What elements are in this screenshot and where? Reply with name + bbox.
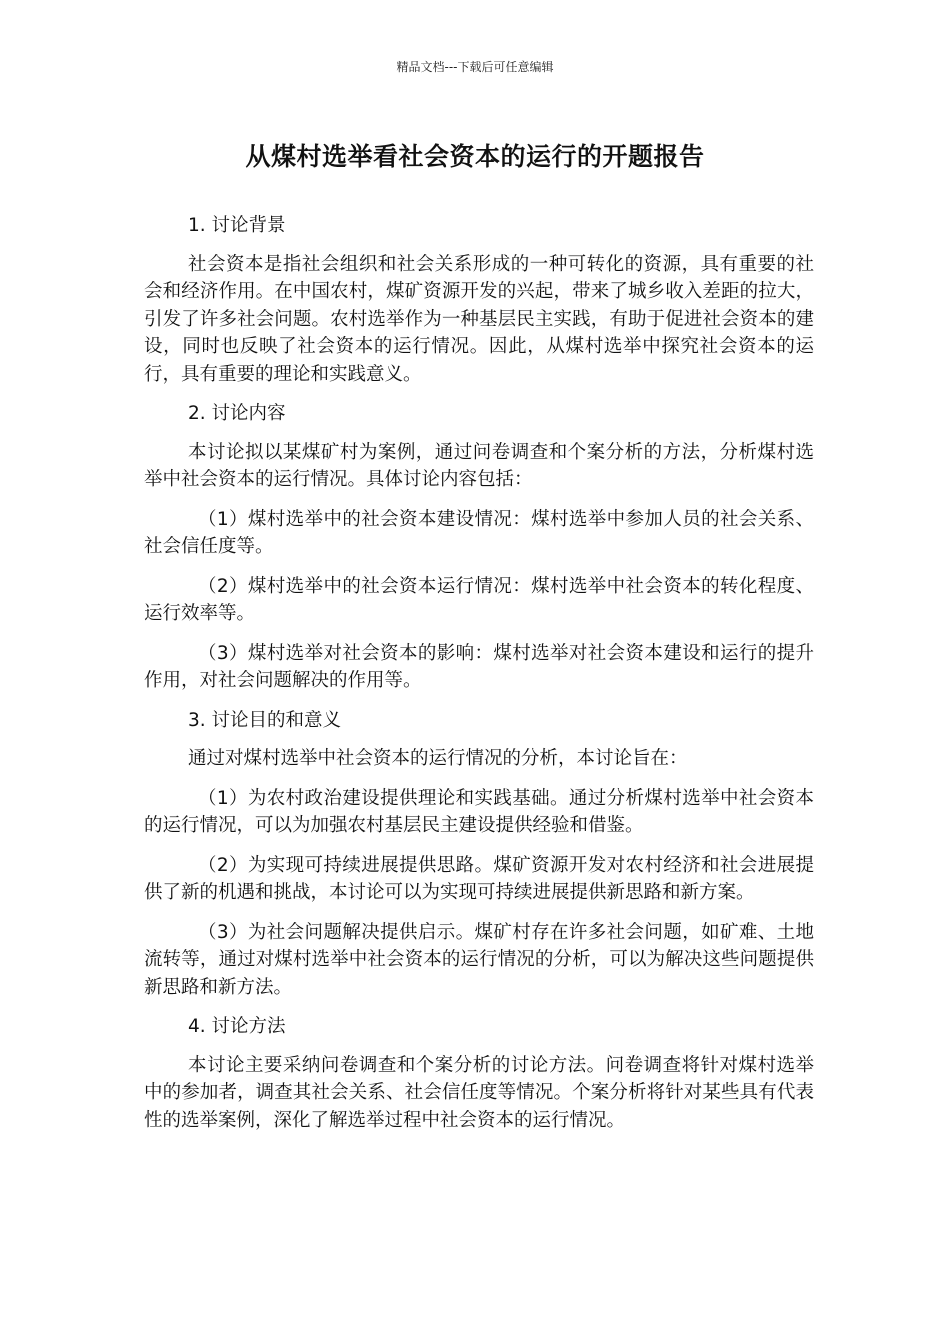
page-header: 精品文档---下载后可任意编辑: [396, 60, 554, 74]
content-item-1: （1）煤村选举中的社会资本建设情况：煤村选举中参加人员的社会关系、社会信任度等。: [144, 508, 814, 557]
content-intro-paragraph: 本讨论拟以某煤矿村为案例，通过问卷调查和个案分析的方法，分析煤村选举中社会资本的运行情况。具体讨论内容包括：: [144, 441, 814, 490]
method-paragraph: 本讨论主要采纳问卷调查和个案分析的讨论方法。问卷调查将针对煤村选举中的参加者，调查其社会关系、社会信任度等情况。个案分析将针对某些具有代表性的选举案例，深化了解选举过程中社会资本的运行情况。: [144, 1054, 814, 1131]
purpose-intro-paragraph: 通过对煤村选举中社会资本的运行情况的分析，本讨论旨在：: [188, 748, 688, 769]
document-title: 从煤村选举看社会资本的运行的开题报告: [245, 142, 705, 171]
content-item-2: （2）煤村选举中的社会资本运行情况：煤村选举中社会资本的转化程度、运行效率等。: [144, 575, 814, 624]
purpose-item-3: （3）为社会问题解决提供启示。煤矿村存在许多社会问题，如矿难、土地流转等，通过对煤村选举中社会资本的运行情况的分析，可以为解决这些问题提供新思路和新方法。: [144, 921, 814, 998]
section-heading-content: 2. 讨论内容: [188, 403, 286, 424]
document-body: [144, 212, 814, 1146]
section-heading-method: 4. 讨论方法: [188, 1016, 286, 1037]
purpose-item-1: （1）为农村政治建设提供理论和实践基础。通过分析煤村选举中社会资本的运行情况，可以为加强农村基层民主建设提供经验和借鉴。: [144, 787, 814, 836]
purpose-item-2: （2）为实现可持续进展提供思路。煤矿资源开发对农村经济和社会进展提供了新的机遇和挑战，本讨论可以为实现可持续进展提供新思路和新方案。: [144, 854, 814, 903]
section-heading-background: 1. 讨论背景: [188, 215, 286, 236]
background-paragraph: 社会资本是指社会组织和社会关系形成的一种可转化的资源，具有重要的社会和经济作用。在中国农村，煤矿资源开发的兴起，带来了城乡收入差距的拉大，引发了许多社会问题。农村选举作为一种基层民主实践，有助于促进社会资本的建设，同时也反映了社会资本的运行情况。因此，从煤村选举中探究社会资本的运行，具有重要的理论和实践意义。: [144, 253, 814, 385]
content-item-3: （3）煤村选举对社会资本的影响：煤村选举对社会资本建设和运行的提升作用，对社会问题解决的作用等。: [144, 642, 814, 691]
section-heading-purpose: 3. 讨论目的和意义: [188, 709, 342, 731]
